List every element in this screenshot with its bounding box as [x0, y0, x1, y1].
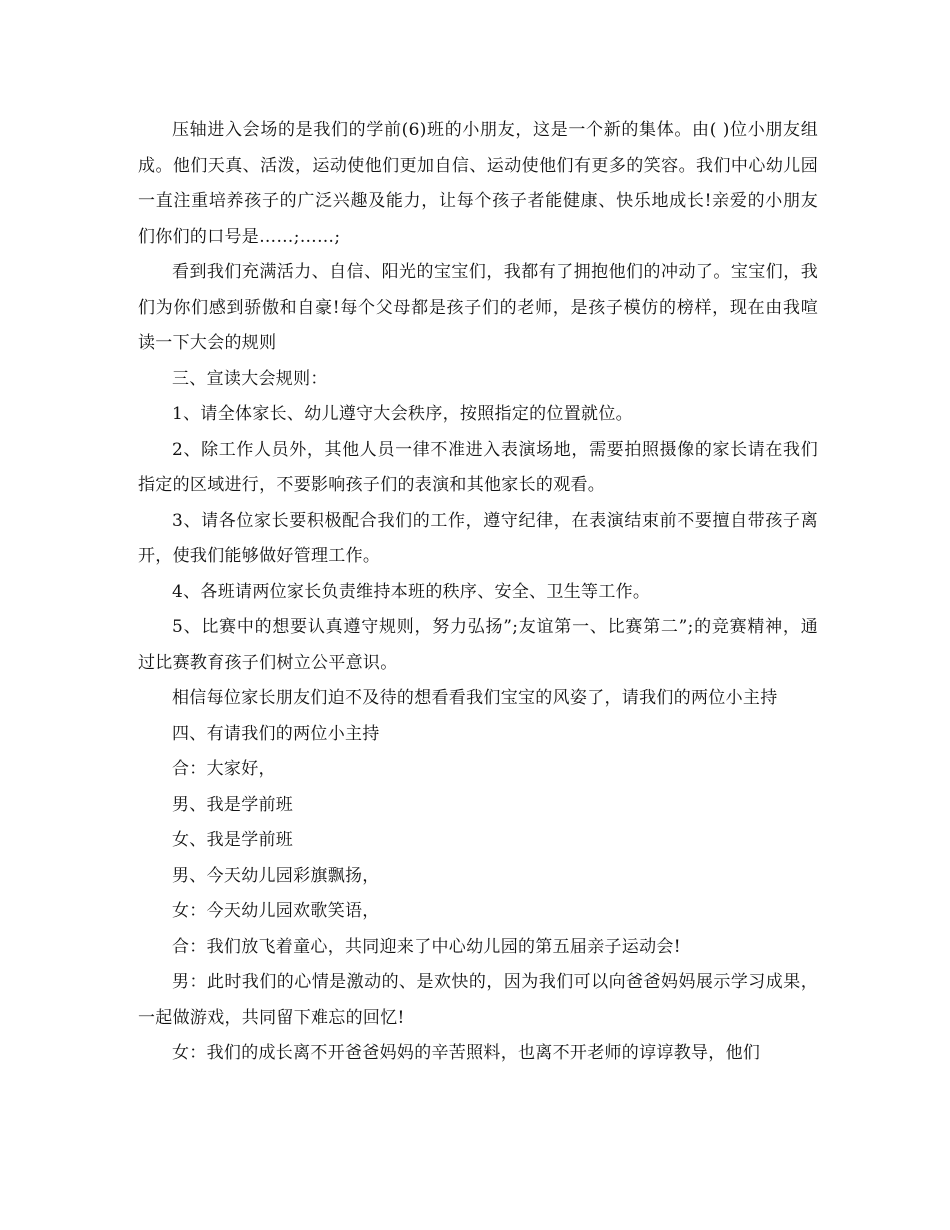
dialogue-line: 男、我是学前班 — [172, 794, 294, 815]
dialogue-line: 女：我们的成长离不开爸爸妈妈的辛苦照料，也离不开老师的谆谆教导，他们 — [172, 1043, 761, 1063]
rule-item-3: 3、请各位家长要积极配合我们的工作，遵守纪律，在表演结束前不要擅自带孩子离开，使我们能够做好管理工作。 — [138, 510, 818, 566]
dialogue-line: 合：大家好， — [172, 759, 276, 779]
rule-item-4: 4、各班请两位家长负责维持本班的秩序、安全、卫生等工作。 — [172, 581, 651, 602]
paragraph-proud-of-babies: 看到我们充满活力、自信、阳光的宝宝们，我都有了拥抱他们的冲动了。宝宝们，我们为你们感到骄傲和自豪!每个父母都是孩子们的老师，是孩子模仿的榜样，现在由我喧读一下大会的规则 — [138, 262, 818, 353]
dialogue-line: 男、今天幼儿园彩旗飘扬， — [172, 865, 380, 886]
paragraph-intro-class6: 压轴进入会场的是我们的学前(6)班的小朋友，这是一个新的集体。由( )位小朋友组成。他们天真、活泼，运动使他们更加自信、运动使他们有更多的笑容。我们中心幼儿园一直注重培养孩子的广泛兴趣及能力，让每个孩子者能健康、快乐地成长!亲爱的小朋友们你们的口号是……;……; — [138, 120, 818, 247]
rule-item-1: 1、请全体家长、幼儿遵守大会秩序，按照指定的位置就位。 — [172, 404, 633, 424]
section-heading-hosts: 四、有请我们的两位小主持 — [172, 723, 380, 744]
dialogue-line: 合：我们放飞着童心，共同迎来了中心幼儿园的第五届亲子运动会! — [172, 936, 681, 957]
paragraph-invite-hosts: 相信每位家长朋友们迫不及待的想看看我们宝宝的风姿了，请我们的两位小主持 — [172, 688, 778, 708]
document-body — [138, 113, 818, 1072]
dialogue-line: 女：今天幼儿园欢歌笑语， — [172, 901, 380, 921]
section-heading-rules: 三、宣读大会规则： — [172, 368, 328, 389]
rule-item-2: 2、除工作人员外，其他人员一律不准进入表演场地，需要拍照摄像的家长请在我们指定的区域进行，不要影响孩子们的表演和其他家长的观看。 — [138, 439, 818, 495]
rule-item-5: 5、比赛中的想要认真遵守规则，努力弘扬”;友谊第一、比赛第二”;的竞赛精神，通过比赛教育孩子们树立公平意识。 — [138, 617, 818, 673]
dialogue-line: 男：此时我们的心情是激动的、是欢快的，因为我们可以向爸爸妈妈展示学习成果，一起做游戏，共同留下难忘的回忆! — [138, 972, 818, 1028]
dialogue-line: 女、我是学前班 — [172, 830, 294, 850]
